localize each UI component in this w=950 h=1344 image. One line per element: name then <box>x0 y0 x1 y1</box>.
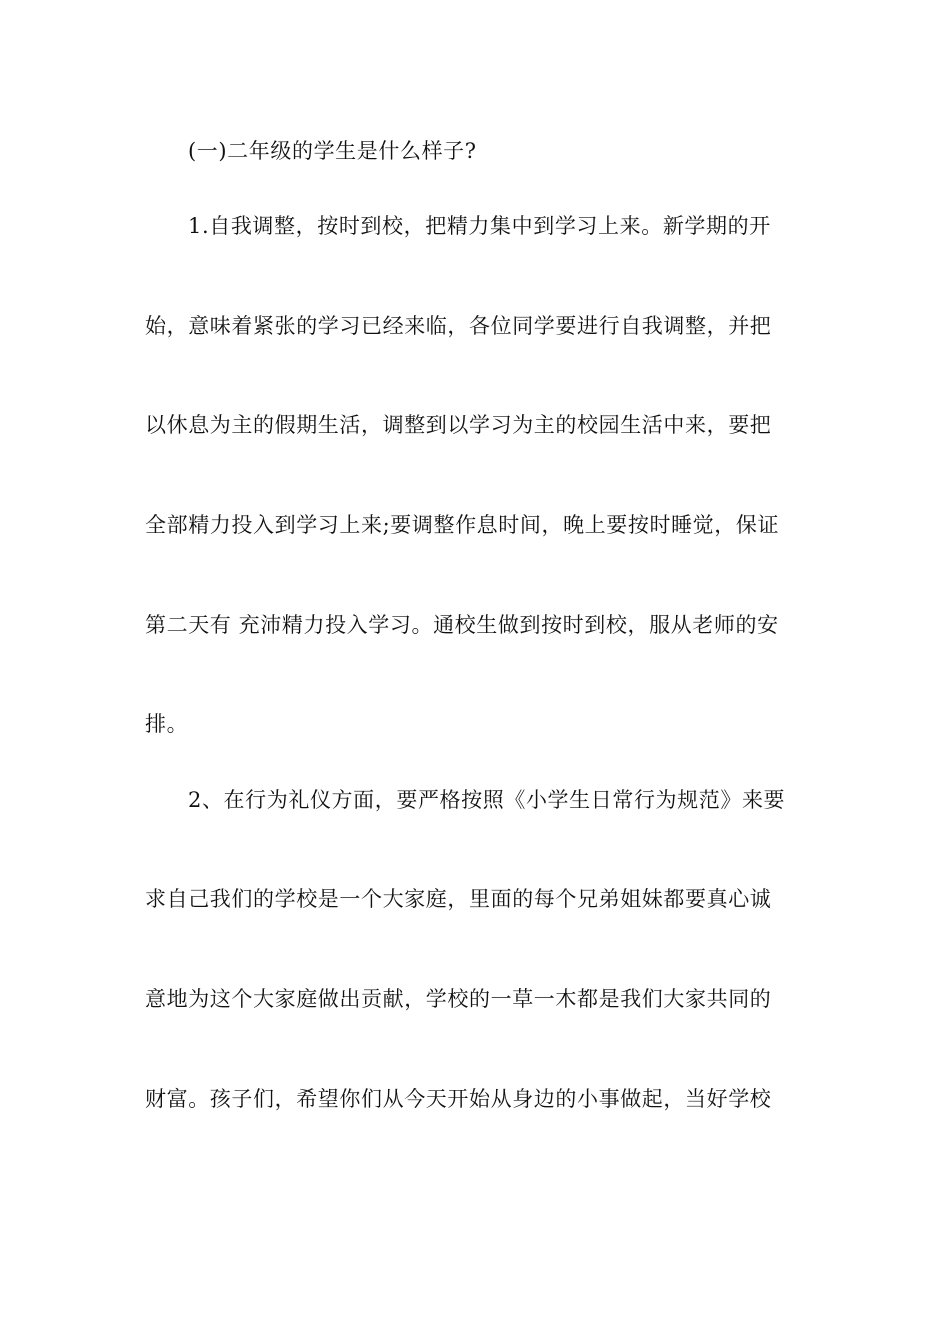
paragraph-line: 财富。孩子们，希望你们从今天开始从身边的小事做起，当好学校 <box>145 1087 772 1111</box>
paragraph-line: 1.自我调整，按时到校，把精力集中到学习上来。新学期的开 <box>188 214 771 238</box>
section-heading: (一)二年级的学生是什么样子? <box>188 139 477 163</box>
paragraph-line: 求自己我们的学校是一个大家庭，里面的每个兄弟姐妹都要真心诚 <box>145 887 772 911</box>
paragraph-line: 始，意味着紧张的学习已经来临，各位同学要进行自我调整，并把 <box>145 314 772 338</box>
paragraph-line: 2、在行为礼仪方面，要严格按照《小学生日常行为规范》来要 <box>188 788 786 812</box>
paragraph-line: 全部精力投入到学习上来;要调整作息时间，晚上要按时睡觉，保证 <box>145 513 780 537</box>
paragraph-line: 第二天有 充沛精力投入学习。通校生做到按时到校，服从老师的安 <box>145 613 779 637</box>
paragraph-line: 意地为这个大家庭做出贡献，学校的一草一木都是我们大家共同的 <box>145 987 772 1011</box>
paragraph-line: 以休息为主的假期生活，调整到以学习为主的校园生活中来，要把 <box>145 413 772 437</box>
paragraph-line: 排。 <box>145 712 189 736</box>
